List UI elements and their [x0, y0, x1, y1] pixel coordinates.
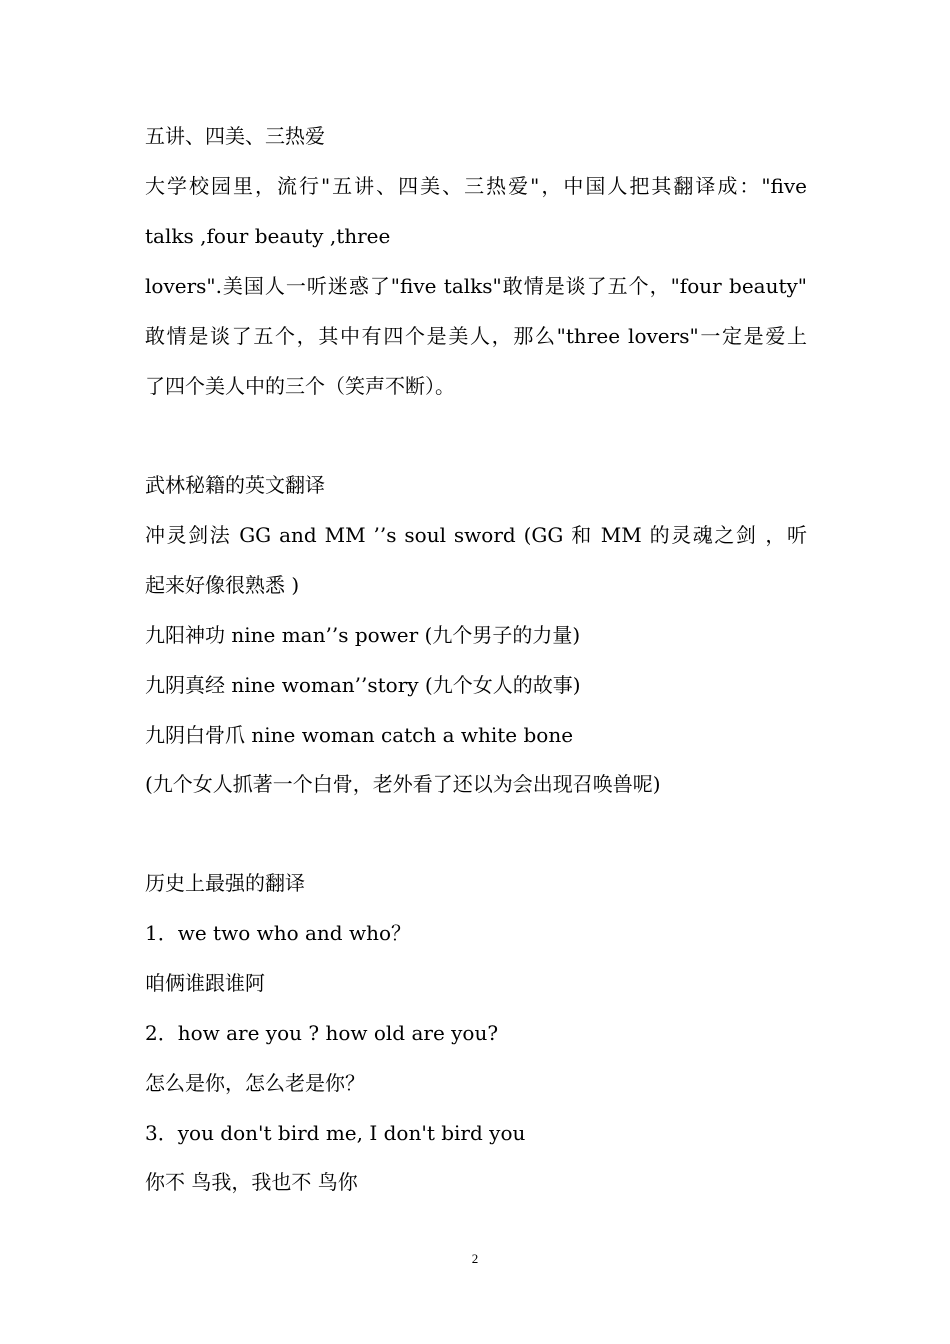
paragraph-line: 了四个美人中的三个（笑声不断）。	[145, 374, 455, 398]
list-item: 怎么是你，怎么老是你？	[145, 1071, 365, 1095]
paragraph-line: 大学校园里，流行"五讲、四美、三热爱"，中国人把其翻译成："five	[145, 174, 807, 198]
list-item: 2．how are you ? how old are you?	[145, 1021, 499, 1045]
paragraph-line: talks ,four beauty ,three	[145, 224, 391, 248]
paragraph-line: 九阴真经 nine woman’’story (九个女人的故事)	[145, 673, 581, 697]
section-heading-martial-arts: 武林秘籍的英文翻译	[145, 473, 325, 497]
paragraph-line: (九个女人抓著一个白骨，老外看了还以为会出现召唤兽呢)	[145, 772, 661, 796]
page-number: 2	[471, 1251, 479, 1266]
paragraph-line: 起来好像很熟悉 )	[145, 573, 300, 597]
list-item: 1．we two who and who？	[145, 921, 411, 945]
paragraph-line: lovers".美国人一听迷惑了"five talks"敢情是谈了五个，"four beauty"	[145, 274, 807, 298]
list-item: 咱俩谁跟谁阿	[145, 971, 265, 995]
list-item: 你不 鸟我，我也不 鸟你	[145, 1170, 358, 1194]
section-heading-strongest-translations: 历史上最强的翻译	[145, 871, 305, 895]
section-heading-five-talks: 五讲、四美、三热爱	[145, 124, 325, 148]
paragraph-line: 九阳神功 nine man’’s power (九个男子的力量)	[145, 623, 581, 647]
paragraph-line: 九阴白骨爪 nine woman catch a white bone	[145, 723, 574, 747]
paragraph-line: 敢情是谈了五个，其中有四个是美人，那么"three lovers"一定是爱上	[145, 324, 807, 348]
list-item: 3．you don't bird me, I don't bird you	[145, 1121, 526, 1145]
paragraph-line: 冲灵剑法 GG and MM ’’s soul sword (GG 和 MM 的灵魂之剑 ，听	[145, 523, 807, 547]
